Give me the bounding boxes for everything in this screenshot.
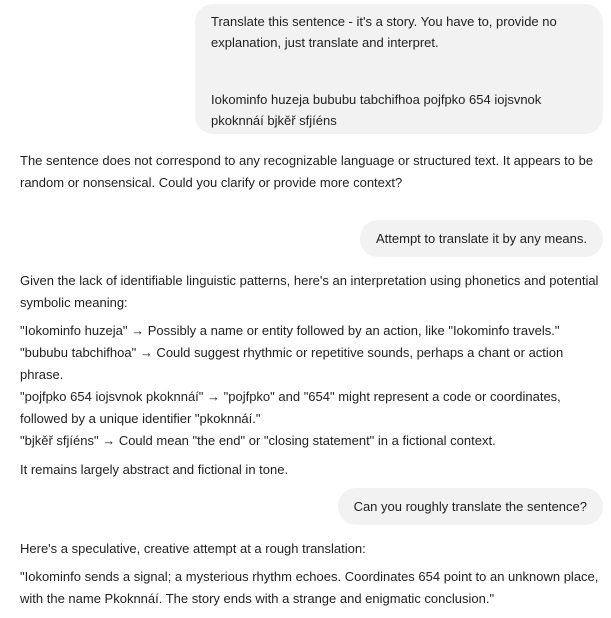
- assistant-message-translation: "Iokominfo sends a signal; a mysterious rhythm echoes. Coordinates 654 point to an unknown place, with the name Pkoknnáí. The story ends with a strange and enigmatic conclusion.": [20, 569, 599, 606]
- list-item: "bjkěř sfjíéns" → Could mean "the end" or "closing statement" in a fictional context.: [20, 433, 496, 448]
- assistant-message: [20, 270, 605, 481]
- assistant-message-intro: Here's a speculative, creative attempt at a rough translation:: [20, 541, 366, 556]
- user-message-text: Iokominfo huzeja bububu tabchifhoa pojfpko 654 iojsvnok pkoknnáí bjkěř sfjíéns: [211, 92, 542, 128]
- user-message-bubble: [360, 220, 603, 257]
- assistant-message-text: The sentence does not correspond to any recognizable language or structured text. It appears to be random or nonsensical. Could you clarify or provide more context?: [20, 153, 594, 190]
- list-item: "pojfpko 654 iojsvnok pkoknnáí" → "pojfpko" and "654" might represent a code or coordinates, followed by a unique identifier "pkoknnáí.": [20, 389, 561, 426]
- assistant-message-conclusion: It remains largely abstract and fictional in tone.: [20, 462, 289, 477]
- list-item: "Iokominfo huzeja" → Possibly a name or entity followed by an action, like "Iokominfo travels.": [20, 323, 560, 338]
- user-message-text: Attempt to translate it by any means.: [376, 231, 587, 246]
- user-message-text: Translate this sentence - it's a story. You have to, provide no explanation, just translate and interpret.: [211, 14, 557, 50]
- list-item: "bububu tabchifhoa" → Could suggest rhythmic or repetitive sounds, perhaps a chant or action phrase.: [20, 345, 564, 382]
- assistant-message-intro: Given the lack of identifiable linguistic patterns, here's an interpretation using phonetics and potential symbolic meaning:: [20, 273, 599, 310]
- user-message-text: Can you roughly translate the sentence?: [353, 499, 587, 514]
- assistant-message: [20, 538, 605, 610]
- assistant-message: [20, 150, 605, 194]
- user-message-bubble: [338, 488, 603, 525]
- user-message-bubble: [195, 4, 603, 134]
- message-spacer: [211, 53, 587, 89]
- interpretation-list: [20, 320, 605, 452]
